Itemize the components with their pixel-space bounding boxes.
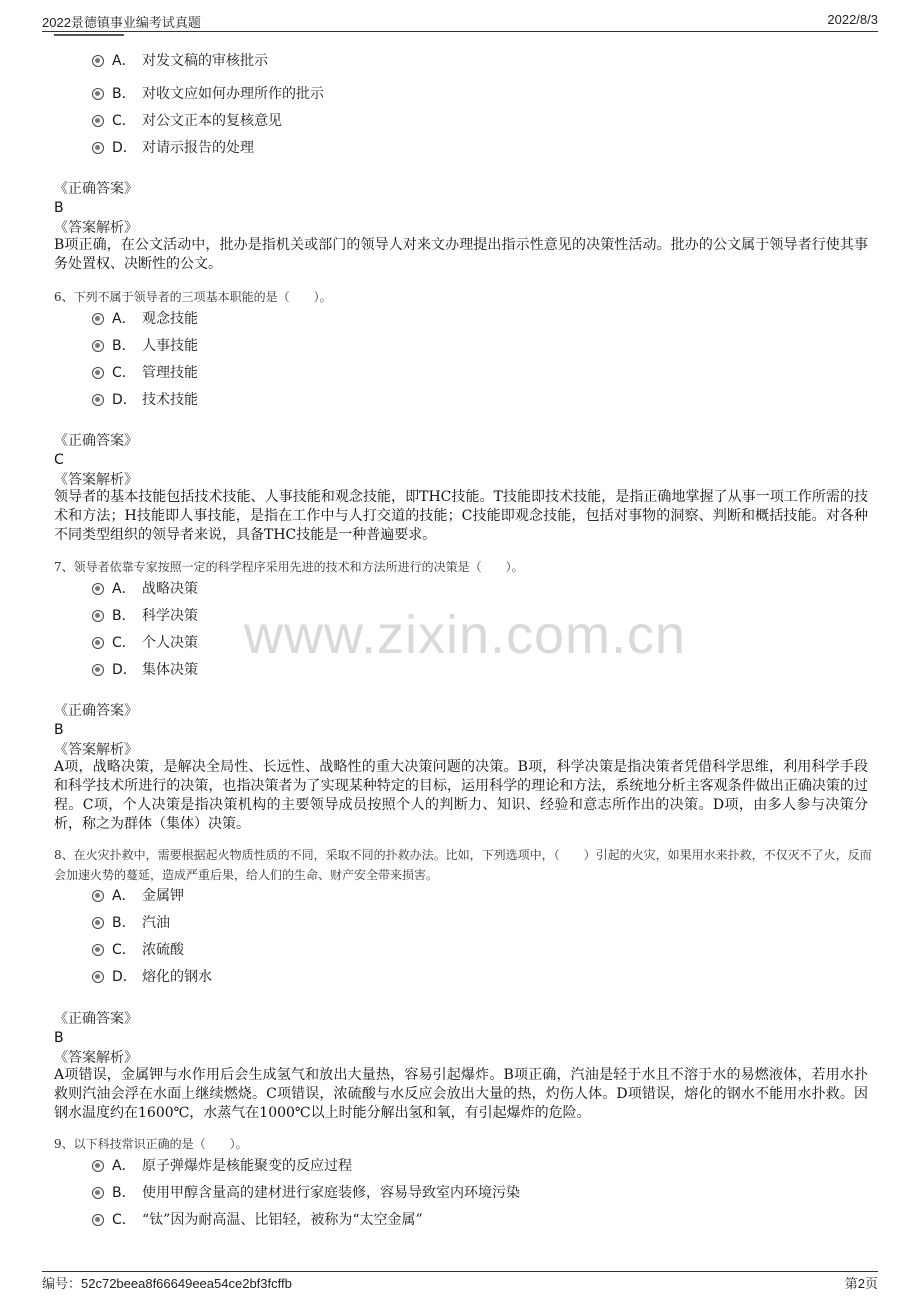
radio-icon[interactable] (92, 1214, 104, 1226)
radio-icon[interactable] (92, 890, 104, 902)
q7-option-c[interactable] (92, 632, 198, 654)
q5-option-b[interactable] (92, 83, 324, 105)
q7-option-b[interactable] (92, 605, 198, 627)
q8-stem: 8、在火灾扑救中，需要根据起火物质性质的不同，采取不同的扑救办法。比如，下列选项中，（ ）引起的火灾，如果用水来扑救，不仅灭不了火，反而会加速火势的蔓延，造成严重后果，给人们的生命、财产安全带来损害。 (54, 848, 872, 882)
radio-icon[interactable] (92, 88, 104, 100)
radio-icon[interactable] (92, 313, 104, 325)
option-text: 对请示报告的处理 (142, 140, 254, 156)
option-text: 对收文应如何办理所作的批示 (142, 86, 324, 102)
radio-icon[interactable] (92, 637, 104, 649)
q6-stem: 6、下列不属于领导者的三项基本职能的是（ ）。 (54, 290, 332, 304)
option-letter: A． (112, 888, 136, 904)
q6-analysis: 领导者的基本技能包括技术技能、人事技能和观念技能，即THC技能。T技能即技术技能，是指正确地掌握了从事一项工作所需的技术和方法；H技能即人事技能，是指在工作中与人打交道的技能；C技能即观念技能，包括对事物的洞察、判断和概括技能。对各种不同类型组织的领导者来说，具备THC技能是一种普遍要求。 (54, 489, 868, 543)
option-text: 管理技能 (142, 365, 198, 381)
option-letter: D． (112, 969, 137, 985)
q6-option-b[interactable] (92, 335, 198, 357)
document-code: 编号：52c72beea8f66649eea54ce2bf3fcffb (42, 1276, 292, 1291)
q6-answer: C (54, 452, 64, 468)
option-letter: C． (112, 1212, 136, 1228)
q7-answer: B (54, 722, 64, 738)
q5-answer: B (54, 200, 64, 216)
radio-icon[interactable] (92, 1187, 104, 1199)
option-text: 观念技能 (142, 311, 198, 327)
q7-option-d[interactable] (92, 659, 198, 681)
q5-answer-label: 《正确答案》 (54, 181, 138, 197)
option-text: 技术技能 (142, 392, 198, 408)
option-text: 汽油 (142, 915, 170, 931)
page-footer (42, 1271, 878, 1293)
option-letter: C． (112, 365, 136, 381)
q8-answer-label: 《正确答案》 (54, 1011, 138, 1027)
q8-analysis-label: 《答案解析》 (54, 1050, 138, 1066)
option-letter: A． (112, 1158, 136, 1174)
radio-icon[interactable] (92, 115, 104, 127)
option-letter: A． (112, 53, 136, 69)
q8-option-b[interactable] (92, 912, 170, 934)
option-text: 原子弹爆炸是核能聚变的反应过程 (142, 1158, 352, 1174)
option-text: 个人决策 (142, 635, 198, 651)
option-letter: B． (112, 1185, 136, 1201)
q6-option-a[interactable] (92, 308, 198, 330)
q9-option-b[interactable] (92, 1182, 520, 1204)
q6-analysis-label: 《答案解析》 (54, 472, 138, 488)
q6-option-d[interactable] (92, 389, 198, 411)
radio-icon[interactable] (92, 142, 104, 154)
q5-analysis: B项正确，在公文活动中，批办是指机关或部门的领导人对来文办理提出指示性意见的决策性活动。批办的公文属于领导者行使其事务处置权、决断性的公文。 (54, 237, 868, 272)
radio-icon[interactable] (92, 944, 104, 956)
q7-analysis-label: 《答案解析》 (54, 742, 138, 758)
q9-stem: 9、以下科技常识正确的是（ ）。 (54, 1137, 248, 1151)
option-letter: C． (112, 942, 136, 958)
q9-option-c[interactable] (92, 1209, 423, 1231)
q5-analysis-label: 《答案解析》 (54, 220, 138, 236)
option-text: 人事技能 (142, 338, 198, 354)
q6-option-c[interactable] (92, 362, 198, 384)
option-text: 对发文稿的审核批示 (142, 53, 268, 69)
q7-stem: 7、领导者依靠专家按照一定的科学程序采用先进的技术和方法所进行的决策是（ ）。 (54, 560, 524, 574)
q8-option-d[interactable] (92, 966, 212, 988)
option-text: 金属钾 (142, 888, 184, 904)
document-title: 2022景德镇事业编考试真题 (42, 15, 201, 30)
option-text: 熔化的钢水 (142, 969, 212, 985)
option-letter: B． (112, 338, 136, 354)
q7-analysis: A项，战略决策，是解决全局性、长远性、战略性的重大决策问题的决策。B项，科学决策是指决策者凭借科学思维，利用科学手段和科学技术所进行的决策，也指决策者为了实现某种特定的目标，运用科学的理论和方法，系统地分析主客观条件做出正确决策的过程。C项，个人决策是指决策机构的主要领导成员按照个人的判断力、知识、经验和意志所作出的决策。D项，由多人参与决策分析，称之为群体（集体）决策。 (54, 759, 868, 832)
radio-icon[interactable] (92, 367, 104, 379)
option-text: 对公文正本的复核意见 (142, 113, 282, 129)
radio-icon[interactable] (92, 394, 104, 406)
q7-answer-label: 《正确答案》 (54, 703, 138, 719)
option-letter: B． (112, 608, 136, 624)
q8-analysis: A项错误，金属钾与水作用后会生成氢气和放出大量热，容易引起爆炸。B项正确，汽油是轻于水且不溶于水的易燃液体，若用水扑救则汽油会浮在水面上继续燃烧。C项错误，浓硫酸与水反应会放出大量的热，灼伤人体。D项错误，熔化的钢水不能用水扑救。因钢水温度约在1600℃，水蒸气在1000℃以上时能分解出氢和氧，有引起爆炸的危险。 (54, 1067, 868, 1121)
radio-icon[interactable] (92, 1160, 104, 1172)
option-letter: C． (112, 113, 136, 129)
q8-option-a[interactable] (92, 885, 184, 907)
option-letter: D． (112, 662, 137, 678)
radio-icon[interactable] (92, 340, 104, 352)
q8-option-c[interactable] (92, 939, 184, 961)
radio-icon[interactable] (92, 664, 104, 676)
q5-option-d[interactable] (92, 137, 254, 159)
option-letter: A． (112, 581, 136, 597)
page-number: 第2页 (844, 1276, 878, 1291)
q7-option-a[interactable] (92, 578, 198, 600)
option-letter: D． (112, 140, 137, 156)
option-text: 科学决策 (142, 608, 198, 624)
q8-answer: B (54, 1030, 64, 1046)
option-letter: B． (112, 86, 136, 102)
option-letter: D． (112, 392, 137, 408)
option-letter: C． (112, 635, 136, 651)
option-text: “钛”因为耐高温、比铝轻，被称为“太空金属” (142, 1212, 423, 1228)
document-date: 2022/8/3 (827, 12, 878, 27)
q9-option-a[interactable] (92, 1155, 352, 1177)
option-letter: B． (112, 915, 136, 931)
q5-option-a[interactable] (92, 50, 268, 72)
watermark: www.zixin.com.cn (243, 605, 687, 665)
radio-icon[interactable] (92, 55, 104, 67)
radio-icon[interactable] (92, 971, 104, 983)
radio-icon[interactable] (92, 610, 104, 622)
q6-answer-label: 《正确答案》 (54, 433, 138, 449)
option-text: 集体决策 (142, 662, 198, 678)
option-text: 使用甲醇含量高的建材进行家庭装修，容易导致室内环境污染 (142, 1185, 520, 1201)
option-text: 战略决策 (142, 581, 198, 597)
radio-icon[interactable] (92, 917, 104, 929)
radio-icon[interactable] (92, 583, 104, 595)
q5-option-c[interactable] (92, 110, 282, 132)
option-text: 浓硫酸 (142, 942, 184, 958)
option-letter: A． (112, 311, 136, 327)
